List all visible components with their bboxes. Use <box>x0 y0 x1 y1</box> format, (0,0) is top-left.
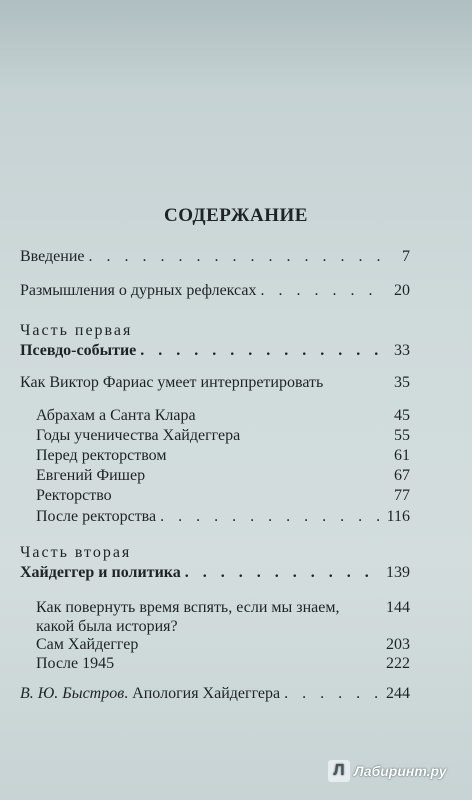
part-two-heading: Часть вторая <box>20 544 132 561</box>
toc-label: Годы ученичества Хайдеггера <box>36 427 241 444</box>
toc-label: Евгений Фишер <box>36 467 146 484</box>
toc-page-number: 20 <box>394 282 410 299</box>
toc-label: Перед ректорством <box>36 447 167 464</box>
toc-entry-bystrov <box>20 685 410 707</box>
toc-title: . Апология Хайдеггера <box>124 685 281 702</box>
toc-label: Ректорство <box>36 487 112 504</box>
toc-entry-after-rectorate <box>36 508 410 530</box>
toc-label: Абрахам а Санта Клара <box>36 407 196 424</box>
toc-label: Сам Хайдеггер <box>36 636 139 653</box>
toc-page-number: 33 <box>394 342 410 359</box>
toc-page-number: 244 <box>386 685 410 702</box>
page-shadow <box>0 0 472 90</box>
toc-entry-pseudo-event <box>20 342 410 364</box>
toc-entry-politics <box>20 564 410 586</box>
leader-dots <box>89 248 381 266</box>
toc-entry-before-rectorate <box>36 447 410 469</box>
toc-page-number: 222 <box>386 655 410 672</box>
toc-entry-time <box>36 598 410 636</box>
leader-dots <box>160 508 380 526</box>
toc-label: Размышления о дурных рефлексах <box>20 282 257 299</box>
toc-label: Введение <box>20 248 85 265</box>
toc-page-number: 203 <box>386 636 410 653</box>
toc-page-number: 116 <box>386 508 410 525</box>
leader-dots <box>185 564 380 582</box>
leader-dots <box>260 282 380 300</box>
toc-label: После ректорства <box>36 508 157 525</box>
toc-page-number: 7 <box>402 248 410 265</box>
toc-label: Хайдеггер и политика <box>20 564 181 581</box>
toc-entry-intro <box>20 248 410 270</box>
toc-entry-abraham <box>36 407 410 429</box>
toc-entry-farias <box>20 374 410 396</box>
toc-label: После 1945 <box>36 655 115 672</box>
toc-page-number: 61 <box>394 447 410 464</box>
toc-entry-fischer <box>36 467 410 489</box>
toc-label <box>20 685 280 703</box>
toc-entry-after-1945 <box>36 655 410 677</box>
toc-page-number: 144 <box>386 599 410 616</box>
toc-label-line1: Как повернуть время вспять, если мы знаем, <box>36 599 340 616</box>
toc-page-number: 67 <box>394 467 410 484</box>
toc-label-line2: какой была история? <box>36 618 178 635</box>
toc-page-number: 55 <box>394 427 410 444</box>
contents-title: СОДЕРЖАНИЕ <box>164 205 308 226</box>
leader-dots <box>284 685 380 703</box>
toc-page-number: 77 <box>394 487 410 504</box>
labirint-watermark <box>328 760 446 782</box>
toc-label: Как Виктор Фариас умеет интерпретировать <box>20 374 324 391</box>
leader-dots <box>140 342 380 360</box>
toc-page-number: 45 <box>394 407 410 424</box>
toc-page-number: 139 <box>386 564 410 581</box>
watermark-text: Лабиринт.ру <box>354 763 447 779</box>
part-one-heading: Часть первая <box>20 322 133 339</box>
toc-author: В. Ю. Быстров <box>20 685 125 702</box>
toc-label: Псевдо-событие <box>20 342 137 359</box>
toc-entry-rectorate <box>36 487 410 509</box>
toc-entry-reflexes <box>20 282 410 304</box>
labirint-logo-icon: Л <box>328 760 350 782</box>
toc-page-number: 35 <box>394 374 410 391</box>
toc-entry-years <box>36 427 410 449</box>
